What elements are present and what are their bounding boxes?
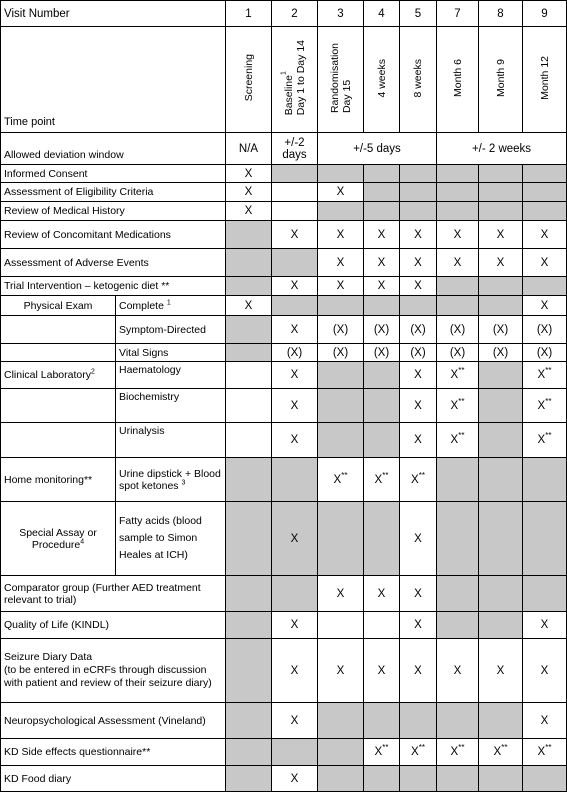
mark: X**	[400, 739, 437, 766]
mark: X	[272, 221, 318, 249]
mark: X	[400, 639, 437, 703]
mark: X	[272, 612, 318, 639]
row-label: KD Side effects questionnaire**	[1, 739, 226, 766]
row-symptom-directed	[1, 316, 567, 344]
deviation-label: Allowed deviation window	[1, 133, 226, 165]
row-label: Trial Intervention – ketogenic diet **	[1, 277, 226, 296]
mark: (X)	[318, 344, 364, 362]
visit-number: 8	[479, 1, 523, 27]
mark: X	[226, 296, 272, 316]
row-adverse-events	[1, 249, 567, 277]
mark: X	[479, 249, 523, 277]
mark: X	[400, 249, 437, 277]
mark: X	[364, 639, 400, 703]
mark: X**	[437, 362, 479, 389]
row-group-label: Clinical Laboratory$^2$	[1, 362, 116, 389]
deviation-mid: +/-5 days	[318, 133, 437, 165]
row-label: Fatty acids (blood sample to Simon Heales at ICH)	[116, 502, 226, 576]
row-home-monitoring	[1, 458, 567, 502]
deviation-row	[1, 133, 567, 165]
row-label: Assessment of Adverse Events	[1, 249, 226, 277]
mark: X**	[400, 458, 437, 502]
mark: (X)	[364, 344, 400, 362]
mark: X	[318, 639, 364, 703]
timepoint-month-9: Month 9	[494, 59, 507, 97]
mark: X**	[364, 458, 400, 502]
row-eligibility	[1, 183, 567, 202]
timepoint-4-weeks: 4 weeks	[375, 58, 388, 98]
mark: X	[318, 277, 364, 296]
visit-number-label: Visit Number	[1, 1, 226, 27]
row-label: Assessment of Eligibility Criteria	[1, 183, 226, 202]
timepoint-screening: Screening	[242, 54, 255, 102]
timepoint-row	[1, 27, 567, 133]
row-medical-history	[1, 202, 567, 221]
visit-number: 1	[226, 1, 272, 27]
row-label: Haematology	[116, 362, 226, 389]
timepoint-label: Time point	[1, 27, 226, 133]
mark: X**	[479, 739, 523, 766]
row-kd-food-diary	[1, 766, 567, 792]
timepoint-baseline: Baseline$^1$ Day 1 to Day 14	[280, 40, 307, 116]
visit-number: 7	[437, 1, 479, 27]
mark: X	[226, 202, 272, 221]
row-label: KD Food diary	[1, 766, 226, 792]
visit-number: 3	[318, 1, 364, 27]
row-neuropsych	[1, 703, 567, 739]
deviation-late: +/- 2 weeks	[437, 133, 567, 165]
mark: X	[226, 183, 272, 202]
mark: X	[272, 389, 318, 423]
row-label: Comparator group (Further AED treatment relevant to trial)	[1, 576, 226, 612]
row-label: Complete $^1$	[116, 296, 226, 316]
mark: X	[364, 249, 400, 277]
mark: X	[400, 612, 437, 639]
row-label: Review of Concomitant Medications	[1, 221, 226, 249]
mark: X	[437, 639, 479, 703]
mark: (X)	[400, 316, 437, 344]
mark: X	[272, 703, 318, 739]
mark: X	[318, 221, 364, 249]
timepoint-month-12: Month 12	[538, 56, 551, 100]
row-urinalysis	[1, 423, 567, 458]
row-haematology	[1, 362, 567, 389]
mark: (X)	[400, 344, 437, 362]
mark: (X)	[437, 344, 479, 362]
mark: X**	[318, 458, 364, 502]
mark: X**	[523, 362, 567, 389]
row-comparator	[1, 576, 567, 612]
mark: X	[400, 389, 437, 423]
mark: (X)	[523, 344, 567, 362]
mark: X	[364, 576, 400, 612]
mark: X	[523, 296, 567, 316]
mark: (X)	[364, 316, 400, 344]
mark: X**	[364, 739, 400, 766]
mark: X	[523, 703, 567, 739]
mark: X	[318, 576, 364, 612]
mark: X	[400, 423, 437, 458]
row-group-label: Home monitoring**	[1, 458, 116, 502]
mark: X	[523, 612, 567, 639]
mark: X	[523, 249, 567, 277]
mark: X	[272, 639, 318, 703]
mark: X	[437, 221, 479, 249]
visit-number-row	[1, 1, 567, 27]
mark: X	[318, 183, 364, 202]
mark: X	[272, 316, 318, 344]
mark: X**	[523, 389, 567, 423]
mark: X**	[523, 423, 567, 458]
row-vital-signs	[1, 344, 567, 362]
timepoint-randomisation: Randomisation Day 15	[328, 42, 353, 114]
mark: X	[479, 221, 523, 249]
mark: X**	[523, 739, 567, 766]
row-physical-complete	[1, 296, 567, 316]
mark: (X)	[523, 316, 567, 344]
mark: X	[226, 165, 272, 183]
mark: X	[479, 639, 523, 703]
mark: X	[272, 277, 318, 296]
mark: X	[400, 576, 437, 612]
mark: X	[523, 639, 567, 703]
row-label: Urine dipstick + Blood spot ketones $^3$	[116, 458, 226, 502]
mark: X	[272, 766, 318, 792]
row-conmeds	[1, 221, 567, 249]
timepoint-8-weeks: 8 weeks	[412, 58, 424, 98]
mark: (X)	[318, 316, 364, 344]
mark: (X)	[272, 344, 318, 362]
row-label: Seizure Diary Data (to be entered in eCRFs through discussion with patient and review of their seizure diary)	[1, 639, 226, 703]
row-label: Urinalysis	[116, 423, 226, 458]
row-label: Review of Medical History	[1, 202, 226, 221]
mark: X	[272, 502, 318, 576]
mark: (X)	[479, 344, 523, 362]
row-label: Quality of Life (KINDL)	[1, 612, 226, 639]
row-label: Vital Signs	[116, 344, 226, 362]
mark: X	[437, 249, 479, 277]
mark: X	[364, 277, 400, 296]
mark: X	[400, 221, 437, 249]
deviation-baseline: +/-2 days	[272, 133, 318, 165]
row-special-assay	[1, 502, 567, 576]
visit-number: 9	[523, 1, 567, 27]
mark: X	[272, 362, 318, 389]
mark: X	[400, 362, 437, 389]
deviation-na: N/A	[226, 133, 272, 165]
mark: X	[364, 221, 400, 249]
mark: X	[400, 277, 437, 296]
row-label: Symptom-Directed	[116, 316, 226, 344]
row-quality-of-life	[1, 612, 567, 639]
mark: X	[400, 502, 437, 576]
mark: X**	[437, 389, 479, 423]
mark: X	[272, 423, 318, 458]
row-trial-intervention	[1, 277, 567, 296]
mark: X	[523, 221, 567, 249]
row-label: Neuropsychological Assessment (Vineland)	[1, 703, 226, 739]
row-biochemistry	[1, 389, 567, 423]
timepoint-month-6: Month 6	[451, 59, 464, 97]
row-informed-consent	[1, 165, 567, 183]
visit-number: 2	[272, 1, 318, 27]
mark: (X)	[437, 316, 479, 344]
row-seizure-diary	[1, 639, 567, 703]
mark: X	[318, 249, 364, 277]
row-label: Informed Consent	[1, 165, 226, 183]
mark: X**	[437, 423, 479, 458]
mark: X**	[437, 739, 479, 766]
visit-number: 4	[364, 1, 400, 27]
row-group-label: Special Assay or Procedure$^4$	[1, 502, 116, 576]
visit-number: 5	[400, 1, 437, 27]
row-kd-side-effects	[1, 739, 567, 766]
row-label: Biochemistry	[116, 389, 226, 423]
row-group-label: Physical Exam	[1, 296, 116, 316]
mark: (X)	[479, 316, 523, 344]
